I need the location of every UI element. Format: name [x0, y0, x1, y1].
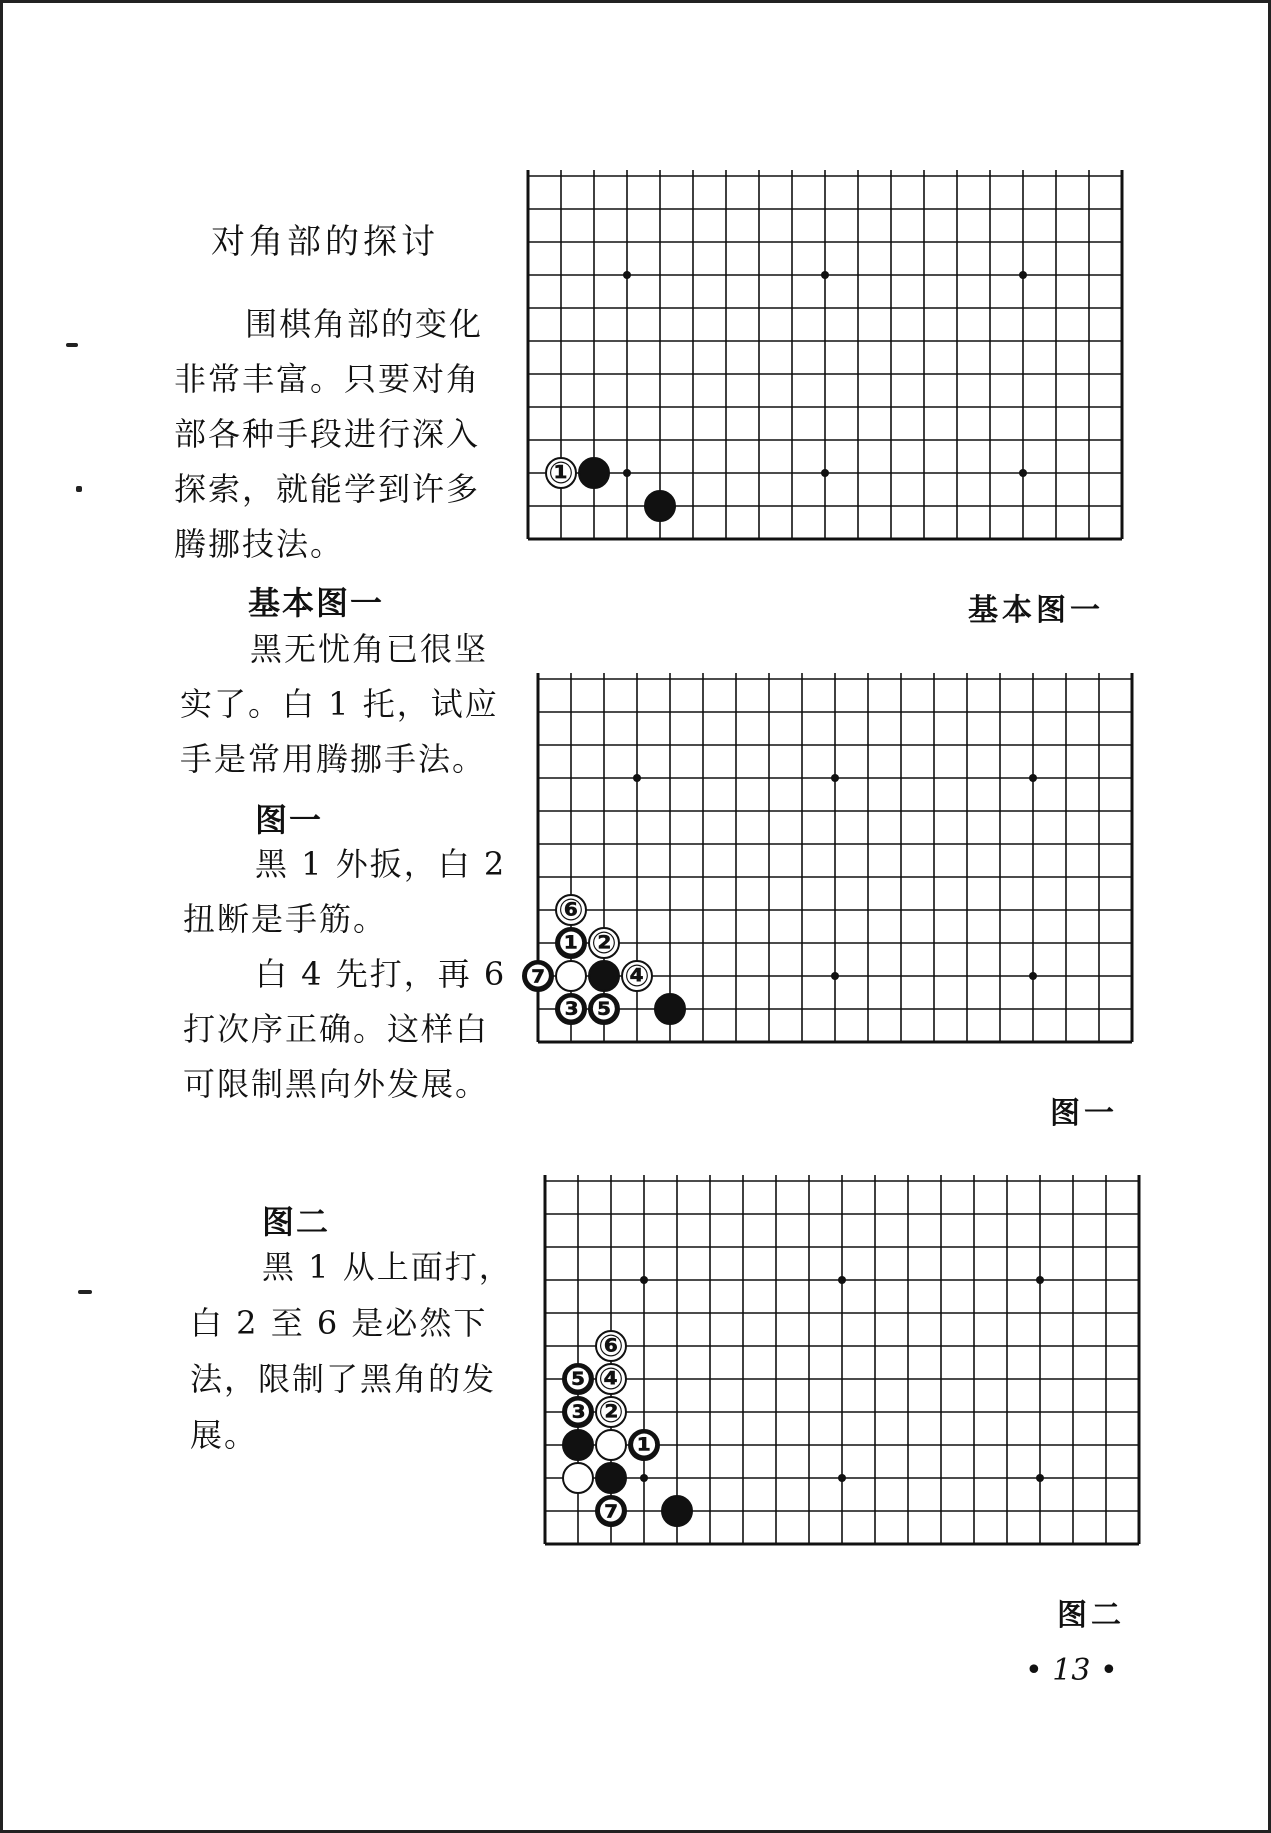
- scan-speck: [78, 1290, 92, 1294]
- page-number: • 13 •: [1025, 1653, 1118, 1688]
- white-stone: [546, 456, 576, 491]
- black-stone: [629, 1428, 659, 1463]
- black-stone: [563, 1395, 593, 1430]
- figure-one-line-1: 黑 1 外扳，白 2: [255, 845, 507, 883]
- black-stone: [556, 926, 586, 961]
- intro-line-3: 部各种手段进行深入: [174, 415, 481, 453]
- white-stone: [596, 1430, 626, 1460]
- figure-two-line-4: 展。: [190, 1416, 259, 1454]
- basic-board: [528, 170, 1133, 570]
- star-point: [1019, 469, 1027, 477]
- figure-one-heading: 图一: [255, 801, 324, 839]
- move-number-label: ❶: [631, 1428, 657, 1463]
- basic-diagram-heading: 基本图一: [248, 584, 385, 622]
- basic-line-3: 手是常用腾挪手法。: [180, 740, 487, 778]
- white-stone: [596, 1395, 626, 1430]
- scan-speck: [66, 343, 78, 347]
- black-stone: [645, 491, 675, 521]
- star-point: [1019, 271, 1027, 279]
- basic-diagram-caption: 基本图一: [968, 593, 1104, 628]
- white-stone: [596, 1362, 626, 1397]
- star-point: [831, 774, 839, 782]
- star-point: [640, 1474, 648, 1482]
- black-stone: [662, 1496, 692, 1526]
- move-number-label: ⑥: [598, 1329, 624, 1364]
- black-stone: [589, 961, 619, 991]
- white-stone: [556, 961, 586, 991]
- star-point: [1029, 972, 1037, 980]
- section-title: 对角部的探讨: [211, 222, 439, 262]
- white-stone: [596, 1329, 626, 1364]
- move-number-label: ❺: [591, 992, 617, 1027]
- black-stone: [596, 1463, 626, 1493]
- black-stone: [589, 992, 619, 1027]
- figure-two-board: [545, 1175, 1150, 1575]
- figure-one-board: [525, 673, 1143, 1073]
- figure-one-line-5: 可限制黑向外发展。: [183, 1065, 490, 1103]
- basic-line-1: 黑无忧角已很坚: [250, 630, 489, 668]
- move-number-label: ❸: [565, 1395, 591, 1430]
- figure-two-line-1: 黑 1 从上面打，: [262, 1248, 513, 1286]
- move-number-label: ❼: [525, 959, 551, 994]
- white-stone: [563, 1463, 593, 1493]
- star-point: [1029, 774, 1037, 782]
- black-stone: [563, 1430, 593, 1460]
- move-number-label: ❺: [565, 1362, 591, 1397]
- intro-line-4: 探索，就能学到许多: [174, 470, 481, 508]
- star-point: [623, 271, 631, 279]
- black-stone: [579, 458, 609, 488]
- move-number-label: ①: [548, 456, 574, 491]
- white-stone: [589, 926, 619, 961]
- move-number-label: ❸: [558, 992, 584, 1027]
- move-number-label: ❶: [558, 926, 584, 961]
- star-point: [838, 1276, 846, 1284]
- star-point: [821, 469, 829, 477]
- white-stone: [556, 893, 586, 928]
- star-point: [633, 774, 641, 782]
- figure-two-line-3: 法，限制了黑角的发: [190, 1360, 497, 1398]
- figure-one-line-3: 白 4 先打，再 6: [255, 955, 507, 993]
- intro-line-2: 非常丰富。只要对角: [174, 360, 481, 398]
- figure-one-caption: 图一: [1050, 1096, 1118, 1131]
- black-stone: [523, 959, 553, 994]
- black-stone: [563, 1362, 593, 1397]
- star-point: [623, 469, 631, 477]
- scan-speck: [76, 486, 82, 492]
- black-stone: [556, 992, 586, 1027]
- star-point: [838, 1474, 846, 1482]
- move-number-label: ⑥: [558, 893, 584, 928]
- move-number-label: ④: [598, 1362, 624, 1397]
- star-point: [1036, 1276, 1044, 1284]
- move-number-label: ❼: [598, 1494, 624, 1529]
- move-number-label: ②: [591, 926, 617, 961]
- black-stone: [596, 1494, 626, 1529]
- white-stone: [622, 959, 652, 994]
- star-point: [821, 271, 829, 279]
- move-number-label: ④: [624, 959, 650, 994]
- star-point: [831, 972, 839, 980]
- star-point: [1036, 1474, 1044, 1482]
- black-stone: [655, 994, 685, 1024]
- star-point: [640, 1276, 648, 1284]
- move-number-label: ②: [598, 1395, 624, 1430]
- figure-two-line-2: 白 2 至 6 是必然下: [190, 1304, 488, 1342]
- basic-line-2: 实了。白 1 托，试应: [180, 685, 499, 723]
- figure-one-line-2: 扭断是手筋。: [183, 900, 388, 938]
- figure-two-caption: 图二: [1057, 1598, 1125, 1633]
- figure-one-line-4: 打次序正确。这样白: [183, 1010, 490, 1048]
- figure-two-heading: 图二: [262, 1203, 331, 1241]
- intro-line-5: 腾挪技法。: [174, 525, 345, 563]
- intro-line-1: 围棋角部的变化: [245, 305, 484, 343]
